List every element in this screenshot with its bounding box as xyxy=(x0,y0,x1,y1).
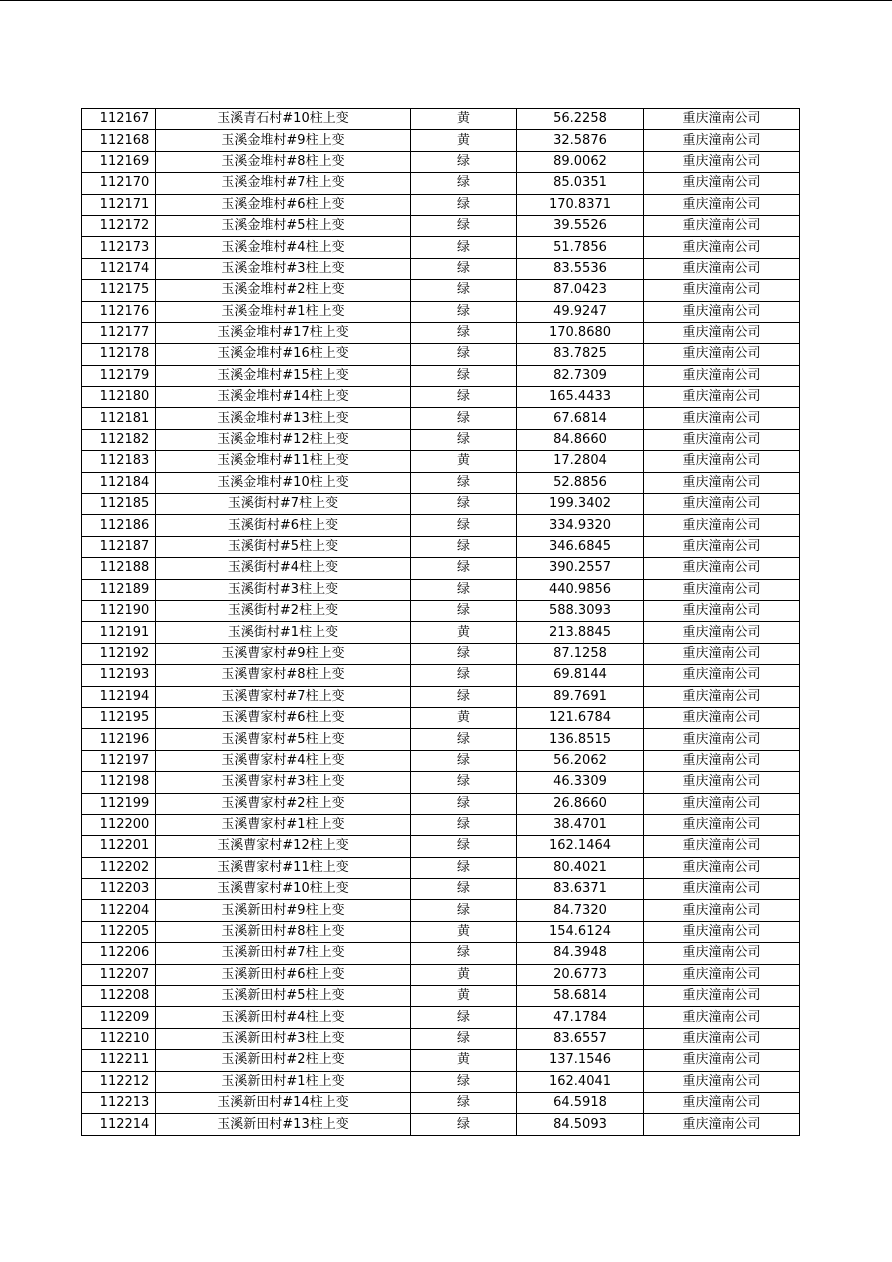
table-row xyxy=(82,579,800,600)
value-cell: 26.8660 xyxy=(517,793,644,814)
transformer-id-cell: 112179 xyxy=(82,365,156,386)
transformer-name-cell: 玉溪街村#1柱上变 xyxy=(156,622,411,643)
transformer-id-cell: 112184 xyxy=(82,472,156,493)
table-row xyxy=(82,1092,800,1113)
transformer-id-cell: 112212 xyxy=(82,1071,156,1092)
transformer-id-cell: 112191 xyxy=(82,622,156,643)
company-cell: 重庆潼南公司 xyxy=(644,408,800,429)
status-cell: 黄 xyxy=(411,964,517,985)
company-cell: 重庆潼南公司 xyxy=(644,365,800,386)
transformer-name-cell: 玉溪金堆村#12柱上变 xyxy=(156,429,411,450)
value-cell: 46.3309 xyxy=(517,772,644,793)
status-cell: 绿 xyxy=(411,686,517,707)
table-row xyxy=(82,472,800,493)
page-top-border xyxy=(0,0,892,1)
value-cell: 52.8856 xyxy=(517,472,644,493)
company-cell: 重庆潼南公司 xyxy=(644,1028,800,1049)
company-cell: 重庆潼南公司 xyxy=(644,600,800,621)
transformer-name-cell: 玉溪曹家村#9柱上变 xyxy=(156,643,411,664)
table-row xyxy=(82,1114,800,1135)
table-row xyxy=(82,622,800,643)
status-cell: 绿 xyxy=(411,729,517,750)
transformer-name-cell: 玉溪新田村#14柱上变 xyxy=(156,1092,411,1113)
transformer-id-cell: 112213 xyxy=(82,1092,156,1113)
value-cell: 162.4041 xyxy=(517,1071,644,1092)
transformer-id-cell: 112169 xyxy=(82,151,156,172)
value-cell: 64.5918 xyxy=(517,1092,644,1113)
transformer-name-cell: 玉溪曹家村#12柱上变 xyxy=(156,836,411,857)
value-cell: 80.4021 xyxy=(517,857,644,878)
table-row xyxy=(82,429,800,450)
transformer-name-cell: 玉溪新田村#5柱上变 xyxy=(156,986,411,1007)
value-cell: 58.6814 xyxy=(517,986,644,1007)
table-row xyxy=(82,515,800,536)
value-cell: 154.6124 xyxy=(517,921,644,942)
status-cell: 绿 xyxy=(411,1071,517,1092)
transformer-id-cell: 112202 xyxy=(82,857,156,878)
table-row xyxy=(82,322,800,343)
table-row xyxy=(82,215,800,236)
status-cell: 绿 xyxy=(411,900,517,921)
company-cell: 重庆潼南公司 xyxy=(644,857,800,878)
table-row xyxy=(82,1007,800,1028)
status-cell: 绿 xyxy=(411,151,517,172)
transformer-name-cell: 玉溪曹家村#3柱上变 xyxy=(156,772,411,793)
company-cell: 重庆潼南公司 xyxy=(644,1114,800,1135)
table-row xyxy=(82,964,800,985)
table-row xyxy=(82,879,800,900)
transformer-id-cell: 112206 xyxy=(82,943,156,964)
transformer-id-cell: 112201 xyxy=(82,836,156,857)
table-row xyxy=(82,387,800,408)
company-cell: 重庆潼南公司 xyxy=(644,322,800,343)
company-cell: 重庆潼南公司 xyxy=(644,109,800,130)
transformer-id-cell: 112177 xyxy=(82,322,156,343)
table-row xyxy=(82,365,800,386)
transformer-name-cell: 玉溪新田村#3柱上变 xyxy=(156,1028,411,1049)
transformer-name-cell: 玉溪金堆村#13柱上变 xyxy=(156,408,411,429)
value-cell: 199.3402 xyxy=(517,494,644,515)
table-row xyxy=(82,1028,800,1049)
company-cell: 重庆潼南公司 xyxy=(644,879,800,900)
status-cell: 绿 xyxy=(411,814,517,835)
company-cell: 重庆潼南公司 xyxy=(644,1071,800,1092)
status-cell: 绿 xyxy=(411,258,517,279)
table-row xyxy=(82,814,800,835)
table-row xyxy=(82,1071,800,1092)
transformer-name-cell: 玉溪金堆村#5柱上变 xyxy=(156,215,411,236)
transformer-id-cell: 112194 xyxy=(82,686,156,707)
transformer-id-cell: 112197 xyxy=(82,750,156,771)
transformer-name-cell: 玉溪新田村#8柱上变 xyxy=(156,921,411,942)
status-cell: 绿 xyxy=(411,215,517,236)
transformer-id-cell: 112178 xyxy=(82,344,156,365)
table-row xyxy=(82,943,800,964)
value-cell: 84.3948 xyxy=(517,943,644,964)
table-row xyxy=(82,836,800,857)
value-cell: 17.2804 xyxy=(517,451,644,472)
transformer-name-cell: 玉溪金堆村#8柱上变 xyxy=(156,151,411,172)
company-cell: 重庆潼南公司 xyxy=(644,793,800,814)
table-row xyxy=(82,772,800,793)
status-cell: 绿 xyxy=(411,237,517,258)
company-cell: 重庆潼南公司 xyxy=(644,215,800,236)
company-cell: 重庆潼南公司 xyxy=(644,301,800,322)
table-row xyxy=(82,665,800,686)
company-cell: 重庆潼南公司 xyxy=(644,1007,800,1028)
transformer-name-cell: 玉溪金堆村#3柱上变 xyxy=(156,258,411,279)
company-cell: 重庆潼南公司 xyxy=(644,536,800,557)
status-cell: 绿 xyxy=(411,943,517,964)
transformer-name-cell: 玉溪新田村#7柱上变 xyxy=(156,943,411,964)
transformer-name-cell: 玉溪曹家村#6柱上变 xyxy=(156,707,411,728)
transformer-name-cell: 玉溪曹家村#10柱上变 xyxy=(156,879,411,900)
value-cell: 83.5536 xyxy=(517,258,644,279)
company-cell: 重庆潼南公司 xyxy=(644,151,800,172)
table-row xyxy=(82,558,800,579)
table-row xyxy=(82,643,800,664)
table-body xyxy=(82,109,800,1136)
company-cell: 重庆潼南公司 xyxy=(644,686,800,707)
status-cell: 绿 xyxy=(411,280,517,301)
value-cell: 47.1784 xyxy=(517,1007,644,1028)
company-cell: 重庆潼南公司 xyxy=(644,494,800,515)
transformer-name-cell: 玉溪街村#7柱上变 xyxy=(156,494,411,515)
table-row xyxy=(82,921,800,942)
status-cell: 黄 xyxy=(411,622,517,643)
value-cell: 83.6371 xyxy=(517,879,644,900)
status-cell: 绿 xyxy=(411,1028,517,1049)
table-row xyxy=(82,707,800,728)
transformer-name-cell: 玉溪曹家村#5柱上变 xyxy=(156,729,411,750)
transformer-name-cell: 玉溪曹家村#8柱上变 xyxy=(156,665,411,686)
status-cell: 黄 xyxy=(411,707,517,728)
status-cell: 绿 xyxy=(411,301,517,322)
transformer-name-cell: 玉溪曹家村#7柱上变 xyxy=(156,686,411,707)
value-cell: 85.0351 xyxy=(517,173,644,194)
transformer-name-cell: 玉溪金堆村#7柱上变 xyxy=(156,173,411,194)
company-cell: 重庆潼南公司 xyxy=(644,1050,800,1071)
table-row xyxy=(82,536,800,557)
company-cell: 重庆潼南公司 xyxy=(644,472,800,493)
company-cell: 重庆潼南公司 xyxy=(644,558,800,579)
company-cell: 重庆潼南公司 xyxy=(644,707,800,728)
table-row xyxy=(82,857,800,878)
table-row xyxy=(82,900,800,921)
transformer-id-cell: 112207 xyxy=(82,964,156,985)
value-cell: 334.9320 xyxy=(517,515,644,536)
transformer-name-cell: 玉溪新田村#9柱上变 xyxy=(156,900,411,921)
status-cell: 绿 xyxy=(411,600,517,621)
transformer-id-cell: 112209 xyxy=(82,1007,156,1028)
data-table xyxy=(81,108,800,1136)
transformer-name-cell: 玉溪金堆村#17柱上变 xyxy=(156,322,411,343)
status-cell: 黄 xyxy=(411,986,517,1007)
status-cell: 黄 xyxy=(411,921,517,942)
transformer-id-cell: 112187 xyxy=(82,536,156,557)
company-cell: 重庆潼南公司 xyxy=(644,814,800,835)
transformer-id-cell: 112180 xyxy=(82,387,156,408)
transformer-id-cell: 112204 xyxy=(82,900,156,921)
company-cell: 重庆潼南公司 xyxy=(644,579,800,600)
transformer-name-cell: 玉溪街村#5柱上变 xyxy=(156,536,411,557)
transformer-name-cell: 玉溪金堆村#15柱上变 xyxy=(156,365,411,386)
value-cell: 89.0062 xyxy=(517,151,644,172)
value-cell: 170.8371 xyxy=(517,194,644,215)
status-cell: 绿 xyxy=(411,408,517,429)
company-cell: 重庆潼南公司 xyxy=(644,194,800,215)
value-cell: 346.6845 xyxy=(517,536,644,557)
company-cell: 重庆潼南公司 xyxy=(644,964,800,985)
company-cell: 重庆潼南公司 xyxy=(644,1092,800,1113)
status-cell: 绿 xyxy=(411,579,517,600)
value-cell: 20.6773 xyxy=(517,964,644,985)
company-cell: 重庆潼南公司 xyxy=(644,429,800,450)
transformer-name-cell: 玉溪金堆村#1柱上变 xyxy=(156,301,411,322)
value-cell: 588.3093 xyxy=(517,600,644,621)
status-cell: 绿 xyxy=(411,472,517,493)
transformer-id-cell: 112168 xyxy=(82,130,156,151)
transformer-name-cell: 玉溪金堆村#10柱上变 xyxy=(156,472,411,493)
table-row xyxy=(82,173,800,194)
status-cell: 绿 xyxy=(411,857,517,878)
status-cell: 绿 xyxy=(411,536,517,557)
transformer-name-cell: 玉溪曹家村#2柱上变 xyxy=(156,793,411,814)
table-row xyxy=(82,280,800,301)
status-cell: 绿 xyxy=(411,1092,517,1113)
transformer-id-cell: 112176 xyxy=(82,301,156,322)
status-cell: 绿 xyxy=(411,665,517,686)
value-cell: 51.7856 xyxy=(517,237,644,258)
transformer-id-cell: 112182 xyxy=(82,429,156,450)
value-cell: 39.5526 xyxy=(517,215,644,236)
table-row xyxy=(82,600,800,621)
company-cell: 重庆潼南公司 xyxy=(644,515,800,536)
transformer-name-cell: 玉溪街村#3柱上变 xyxy=(156,579,411,600)
transformer-name-cell: 玉溪金堆村#16柱上变 xyxy=(156,344,411,365)
company-cell: 重庆潼南公司 xyxy=(644,665,800,686)
status-cell: 绿 xyxy=(411,365,517,386)
value-cell: 67.6814 xyxy=(517,408,644,429)
table-row xyxy=(82,986,800,1007)
transformer-id-cell: 112210 xyxy=(82,1028,156,1049)
transformer-name-cell: 玉溪曹家村#1柱上变 xyxy=(156,814,411,835)
transformer-name-cell: 玉溪金堆村#2柱上变 xyxy=(156,280,411,301)
value-cell: 440.9856 xyxy=(517,579,644,600)
table-row xyxy=(82,793,800,814)
status-cell: 绿 xyxy=(411,836,517,857)
status-cell: 黄 xyxy=(411,451,517,472)
company-cell: 重庆潼南公司 xyxy=(644,986,800,1007)
transformer-name-cell: 玉溪青石村#10柱上变 xyxy=(156,109,411,130)
value-cell: 87.1258 xyxy=(517,643,644,664)
table-row xyxy=(82,301,800,322)
transformer-id-cell: 112183 xyxy=(82,451,156,472)
company-cell: 重庆潼南公司 xyxy=(644,836,800,857)
table-row xyxy=(82,344,800,365)
value-cell: 121.6784 xyxy=(517,707,644,728)
status-cell: 绿 xyxy=(411,494,517,515)
transformer-id-cell: 112214 xyxy=(82,1114,156,1135)
transformer-id-cell: 112208 xyxy=(82,986,156,1007)
table-row xyxy=(82,729,800,750)
transformer-id-cell: 112195 xyxy=(82,707,156,728)
status-cell: 绿 xyxy=(411,429,517,450)
company-cell: 重庆潼南公司 xyxy=(644,900,800,921)
transformer-name-cell: 玉溪金堆村#4柱上变 xyxy=(156,237,411,258)
status-cell: 绿 xyxy=(411,322,517,343)
value-cell: 170.8680 xyxy=(517,322,644,343)
transformer-name-cell: 玉溪金堆村#11柱上变 xyxy=(156,451,411,472)
company-cell: 重庆潼南公司 xyxy=(644,643,800,664)
value-cell: 38.4701 xyxy=(517,814,644,835)
value-cell: 87.0423 xyxy=(517,280,644,301)
value-cell: 49.9247 xyxy=(517,301,644,322)
status-cell: 绿 xyxy=(411,879,517,900)
status-cell: 绿 xyxy=(411,643,517,664)
status-cell: 绿 xyxy=(411,173,517,194)
transformer-id-cell: 112192 xyxy=(82,643,156,664)
status-cell: 绿 xyxy=(411,515,517,536)
status-cell: 绿 xyxy=(411,1114,517,1135)
transformer-id-cell: 112198 xyxy=(82,772,156,793)
company-cell: 重庆潼南公司 xyxy=(644,772,800,793)
value-cell: 69.8144 xyxy=(517,665,644,686)
table-row xyxy=(82,750,800,771)
company-cell: 重庆潼南公司 xyxy=(644,729,800,750)
transformer-name-cell: 玉溪金堆村#6柱上变 xyxy=(156,194,411,215)
status-cell: 黄 xyxy=(411,109,517,130)
transformer-name-cell: 玉溪新田村#2柱上变 xyxy=(156,1050,411,1071)
transformer-id-cell: 112200 xyxy=(82,814,156,835)
company-cell: 重庆潼南公司 xyxy=(644,921,800,942)
transformer-id-cell: 112203 xyxy=(82,879,156,900)
status-cell: 绿 xyxy=(411,344,517,365)
transformer-id-cell: 112190 xyxy=(82,600,156,621)
company-cell: 重庆潼南公司 xyxy=(644,258,800,279)
value-cell: 84.5093 xyxy=(517,1114,644,1135)
transformer-name-cell: 玉溪金堆村#9柱上变 xyxy=(156,130,411,151)
status-cell: 绿 xyxy=(411,750,517,771)
transformer-name-cell: 玉溪曹家村#4柱上变 xyxy=(156,750,411,771)
transformer-id-cell: 112172 xyxy=(82,215,156,236)
value-cell: 56.2062 xyxy=(517,750,644,771)
value-cell: 84.8660 xyxy=(517,429,644,450)
transformer-id-cell: 112205 xyxy=(82,921,156,942)
transformer-name-cell: 玉溪新田村#13柱上变 xyxy=(156,1114,411,1135)
table-row xyxy=(82,109,800,130)
status-cell: 绿 xyxy=(411,558,517,579)
status-cell: 绿 xyxy=(411,772,517,793)
transformer-id-cell: 112185 xyxy=(82,494,156,515)
transformer-name-cell: 玉溪街村#2柱上变 xyxy=(156,600,411,621)
table-row xyxy=(82,237,800,258)
value-cell: 213.8845 xyxy=(517,622,644,643)
table-row xyxy=(82,451,800,472)
transformer-id-cell: 112188 xyxy=(82,558,156,579)
value-cell: 136.8515 xyxy=(517,729,644,750)
company-cell: 重庆潼南公司 xyxy=(644,344,800,365)
table-row xyxy=(82,258,800,279)
transformer-name-cell: 玉溪曹家村#11柱上变 xyxy=(156,857,411,878)
value-cell: 137.1546 xyxy=(517,1050,644,1071)
value-cell: 162.1464 xyxy=(517,836,644,857)
company-cell: 重庆潼南公司 xyxy=(644,943,800,964)
value-cell: 89.7691 xyxy=(517,686,644,707)
transformer-name-cell: 玉溪街村#6柱上变 xyxy=(156,515,411,536)
table-row xyxy=(82,494,800,515)
transformer-id-cell: 112171 xyxy=(82,194,156,215)
transformer-id-cell: 112193 xyxy=(82,665,156,686)
table-row xyxy=(82,408,800,429)
transformer-name-cell: 玉溪新田村#6柱上变 xyxy=(156,964,411,985)
table-row xyxy=(82,130,800,151)
transformer-id-cell: 112199 xyxy=(82,793,156,814)
transformer-id-cell: 112170 xyxy=(82,173,156,194)
transformer-id-cell: 112211 xyxy=(82,1050,156,1071)
transformer-id-cell: 112186 xyxy=(82,515,156,536)
company-cell: 重庆潼南公司 xyxy=(644,622,800,643)
transformer-id-cell: 112175 xyxy=(82,280,156,301)
status-cell: 黄 xyxy=(411,130,517,151)
value-cell: 83.6557 xyxy=(517,1028,644,1049)
status-cell: 黄 xyxy=(411,1050,517,1071)
company-cell: 重庆潼南公司 xyxy=(644,173,800,194)
value-cell: 390.2557 xyxy=(517,558,644,579)
value-cell: 56.2258 xyxy=(517,109,644,130)
status-cell: 绿 xyxy=(411,194,517,215)
status-cell: 绿 xyxy=(411,793,517,814)
transformer-id-cell: 112167 xyxy=(82,109,156,130)
value-cell: 84.7320 xyxy=(517,900,644,921)
company-cell: 重庆潼南公司 xyxy=(644,451,800,472)
table-row xyxy=(82,686,800,707)
company-cell: 重庆潼南公司 xyxy=(644,237,800,258)
value-cell: 165.4433 xyxy=(517,387,644,408)
status-cell: 绿 xyxy=(411,387,517,408)
value-cell: 82.7309 xyxy=(517,365,644,386)
value-cell: 83.7825 xyxy=(517,344,644,365)
transformer-id-cell: 112196 xyxy=(82,729,156,750)
company-cell: 重庆潼南公司 xyxy=(644,750,800,771)
status-cell: 绿 xyxy=(411,1007,517,1028)
value-cell: 32.5876 xyxy=(517,130,644,151)
transformer-id-cell: 112174 xyxy=(82,258,156,279)
transformer-name-cell: 玉溪街村#4柱上变 xyxy=(156,558,411,579)
company-cell: 重庆潼南公司 xyxy=(644,387,800,408)
transformer-id-cell: 112189 xyxy=(82,579,156,600)
company-cell: 重庆潼南公司 xyxy=(644,280,800,301)
transformer-id-cell: 112181 xyxy=(82,408,156,429)
transformer-name-cell: 玉溪新田村#4柱上变 xyxy=(156,1007,411,1028)
transformer-id-cell: 112173 xyxy=(82,237,156,258)
table-row xyxy=(82,1050,800,1071)
transformer-name-cell: 玉溪新田村#1柱上变 xyxy=(156,1071,411,1092)
transformer-name-cell: 玉溪金堆村#14柱上变 xyxy=(156,387,411,408)
table-row xyxy=(82,151,800,172)
company-cell: 重庆潼南公司 xyxy=(644,130,800,151)
table-row xyxy=(82,194,800,215)
